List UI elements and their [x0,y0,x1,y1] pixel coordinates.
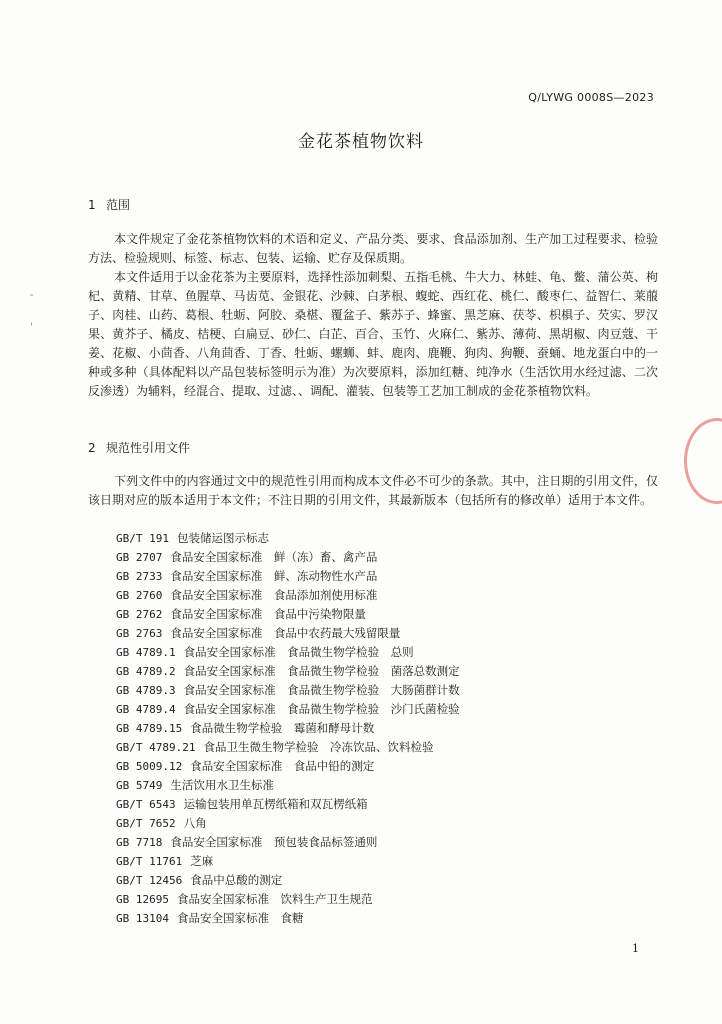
scan-mark: ' [30,322,33,333]
reference-code: GB/T 6543 [116,798,176,811]
section-1-number: 1 [88,198,96,212]
reference-code: GB/T 4789.21 [116,741,196,754]
reference-title: 食品微生物学检验 霉菌和酵母计数 [190,721,375,735]
reference-item [116,624,460,643]
reference-title: 食品安全国家标准 食品微生物学检验 大肠菌群计数 [183,683,460,697]
reference-code: GB 2760 [116,589,163,602]
scope-paragraph-2: 本文件适用于以金花茶为主要原料，选择性添加刺梨、五指毛桃、牛大力、林蛙、龟、鳖、蒲公英、枸杞、黄精、甘草、鱼腥草、马齿苋、金银花、沙棘、白茅根、蝮蛇、西红花、桃仁、酸枣仁、益智仁、莱菔子、肉桂、山药、葛根、牡蛎、阿胶、桑椹、覆盆子、紫苏子、蜂蜜、黑芝麻、茯苓、枳椇子、芡实、罗汉果、黄芥子、橘皮、桔梗、白扁豆、砂仁、白芷、百合、玉竹、火麻仁、紫苏、薄荷、黑胡椒、肉豆蔻、干姜、花椒、小茴香、八角茴香、丁香、牡蛎、螺蛳、蚌、鹿肉、鹿鞭、狗肉、狗鞭、蚕蛹、地龙蛋白中的一种或多种（具体配料以产品包装标签明示为准）为次要原料，添加红糖、纯净水（生活饮用水经过滤、二次反渗透）为辅料，经混合、提取、过滤、、调配、灌装、包装等工艺加工制成的金花茶植物饮料。 [88,270,658,398]
section-1-heading [88,196,130,213]
reference-code: GB 5009.12 [116,760,183,773]
reference-title: 食品安全国家标准 预包装食品标签通则 [170,835,378,849]
document-title: 金花茶植物饮料 [298,132,424,152]
reference-title: 食品中总酸的测定 [190,873,283,887]
reference-code: GB/T 12456 [116,874,183,887]
document-code: Q/LYWG 0008S—2023 [528,91,654,104]
reference-item [116,833,460,852]
reference-title: 食品安全国家标准 饮料生产卫生规范 [176,892,373,906]
reference-title: 食品安全国家标准 食品添加剂使用标准 [170,588,378,602]
reference-item [116,529,460,548]
section-1-title: 范围 [106,198,131,212]
reference-list [116,529,460,928]
reference-item [116,643,460,662]
reference-code: GB 2707 [116,551,163,564]
reference-title: 食品安全国家标准 鲜、冻动物性水产品 [170,569,378,583]
reference-title: 包装储运图示标志 [176,531,269,545]
section-2-heading [88,439,190,456]
reference-code: GB 4789.2 [116,665,176,678]
reference-item [116,757,460,776]
reference-title: 运输包装用单瓦楞纸箱和双瓦楞纸箱 [183,797,368,811]
reference-title: 食品安全国家标准 食品中污染物限量 [170,607,366,621]
reference-item [116,738,460,757]
reference-title: 食品安全国家标准 食品微生物学检验 总则 [183,645,414,659]
reference-code: GB 13104 [116,912,169,925]
reference-code: GB/T 191 [116,532,169,545]
reference-code: GB 2762 [116,608,163,621]
reference-title: 食品安全国家标准 食品微生物学检验 沙门氏菌检验 [183,702,460,716]
reference-title: 食品安全国家标准 食品中铅的测定 [190,759,375,773]
page-number: 1 [632,942,639,955]
scan-mark: - [30,290,34,301]
reference-item [116,890,460,909]
reference-item [116,548,460,567]
section-2-number: 2 [88,441,96,455]
reference-code: GB 4789.1 [116,646,176,659]
reference-code: GB 2733 [116,570,163,583]
reference-code: GB 7718 [116,836,163,849]
reference-code: GB/T 11761 [116,855,183,868]
reference-item [116,605,460,624]
reference-item [116,567,460,586]
reference-code: GB 4789.4 [116,703,176,716]
reference-item [116,700,460,719]
reference-item [116,852,460,871]
reference-item [116,719,460,738]
reference-code: GB 12695 [116,893,169,906]
reference-title: 生活饮用水卫生标准 [170,778,274,792]
reference-title: 食品安全国家标准 食糖 [176,911,304,925]
reference-item [116,909,460,928]
reference-item [116,871,460,890]
reference-code: GB 4789.15 [116,722,183,735]
reference-title: 八角 [183,816,207,830]
reference-item [116,681,460,700]
reference-code: GB/T 7652 [116,817,176,830]
reference-title: 食品安全国家标准 食品中农药最大残留限量 [170,626,401,640]
reference-item [116,776,460,795]
reference-item [116,795,460,814]
reference-title: 食品安全国家标准 鲜（冻）畜、禽产品 [170,550,378,564]
red-seal-stamp [684,418,722,504]
reference-item [116,662,460,681]
scope-paragraph-1: 本文件规定了金花茶植物饮料的术语和定义、产品分类、要求、食品添加剂、生产加工过程要求、检验方法、检验规则、标签、标志、包装、运输、贮存及保质期。 [88,232,658,265]
reference-title: 芝麻 [190,854,214,868]
reference-code: GB 5749 [116,779,163,792]
reference-code: GB 4789.3 [116,684,176,697]
references-intro-paragraph: 下列文件中的内容通过文中的规范性引用而构成本文件必不可少的条款。其中，注日期的引用文件，仅该日期对应的版本适用于本文件；不注日期的引用文件，其最新版本（包括所有的修改单）适用于本文件。 [88,474,658,507]
reference-item [116,814,460,833]
reference-title: 食品安全国家标准 食品微生物学检验 菌落总数测定 [183,664,460,678]
reference-item [116,586,460,605]
reference-title: 食品卫生微生物学检验 冷冻饮品、饮料检验 [203,740,434,754]
section-2-title: 规范性引用文件 [106,441,191,455]
reference-code: GB 2763 [116,627,163,640]
